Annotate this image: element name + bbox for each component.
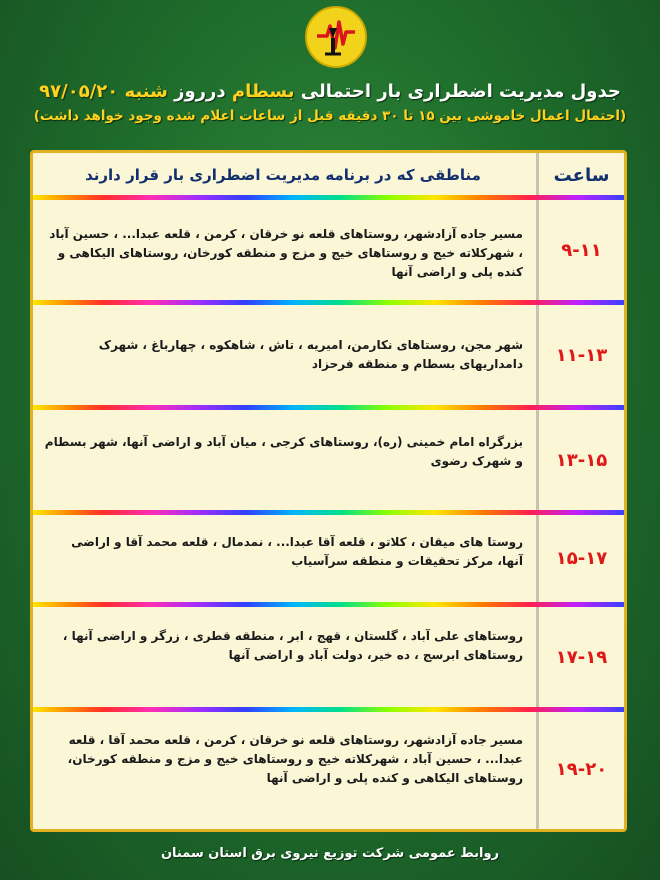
- time-column-header: ساعت: [553, 164, 610, 186]
- row-areas: شهر مجن، روستاهای نکارمن، امیریه ، تاش ، شاهکوه ، چهارباغ ، شهرک دامداریهای بسطام و منطقه فرحزاد: [98, 338, 523, 371]
- row-time: ۱۱-۱۳: [555, 344, 608, 366]
- row-areas: مسیر جاده آزادشهر، روستاهای قلعه نو خرقان ، کرمن ، قلعه محمد آقا ، قلعه عبدا... ، حسین آباد ، شهرکلاته خیج و روستاهای خیج و مزج و منطقه کورخان، روستاهای الیکاهی و کنده پلی و اراضی آنها: [67, 733, 523, 785]
- row-areas: روستا های میقان ، کلاتو ، قلعه آقا عبدا... ، نمدمال ، قلعه محمد آقا و اراضی آنها، مرکز تحقیقات و منطقه سرآسیاب: [71, 535, 523, 568]
- row-areas: مسیر جاده آزادشهر، روستاهای قلعه نو خرقان ، کرمن ، قلعه عبدا... ، حسین آباد ، شهرکلاته خیج و روستاهای خیج و مزج و منطقه کورخان، روستاهای الیکاهی و کنده پلی و اراضی آنها: [49, 227, 523, 279]
- page-subtitle: (احتمال اعمال خاموشی بین ۱۵ تا ۳۰ دقیقه قبل از ساعات اعلام شده وجود خواهد داشت): [33, 108, 627, 124]
- row-areas: روستاهای علی آباد ، گلستان ، قهج ، ابر ، منطقه قطری ، زرگر و اراضی آنها ، روستاهای ابرسج ، ده خیر، دولت آباد و اراضی آنها: [62, 629, 523, 662]
- title-part2: درروز: [174, 81, 226, 102]
- page-title: [30, 80, 630, 104]
- areas-column-header: مناطقی که در برنامه مدیریت اضطراری بار قرار دارند: [85, 166, 481, 184]
- schedule-table: [30, 150, 627, 832]
- title-city: بسطام: [231, 81, 295, 102]
- row-separator: [33, 707, 624, 712]
- title-part1: جدول مدیریت اضطراری بار احتمالی: [300, 81, 621, 102]
- row-separator: [33, 195, 624, 200]
- row-separator: [33, 602, 624, 607]
- footer-credit: روابط عمومی شرکت توزیع نیروی برق استان سمنان: [160, 846, 500, 861]
- row-time: ۱۷-۱۹: [555, 646, 608, 668]
- row-areas: بزرگراه امام خمینی (ره)، روستاهای کرجی ، میان آباد و اراضی آنها، شهر بسطام و شهرک رضوی: [44, 435, 523, 468]
- row-separator: [33, 300, 624, 305]
- row-time: ۱۳-۱۵: [555, 449, 608, 471]
- title-date: شنبه ۹۷/۰۵/۲۰: [39, 81, 168, 102]
- row-separator: [33, 405, 624, 410]
- power-company-logo-icon: [305, 6, 367, 68]
- row-separator: [33, 510, 624, 515]
- row-time: ۹-۱۱: [561, 239, 602, 261]
- row-time: ۱۵-۱۷: [555, 548, 608, 569]
- row-time: ۱۹-۲۰: [555, 759, 608, 780]
